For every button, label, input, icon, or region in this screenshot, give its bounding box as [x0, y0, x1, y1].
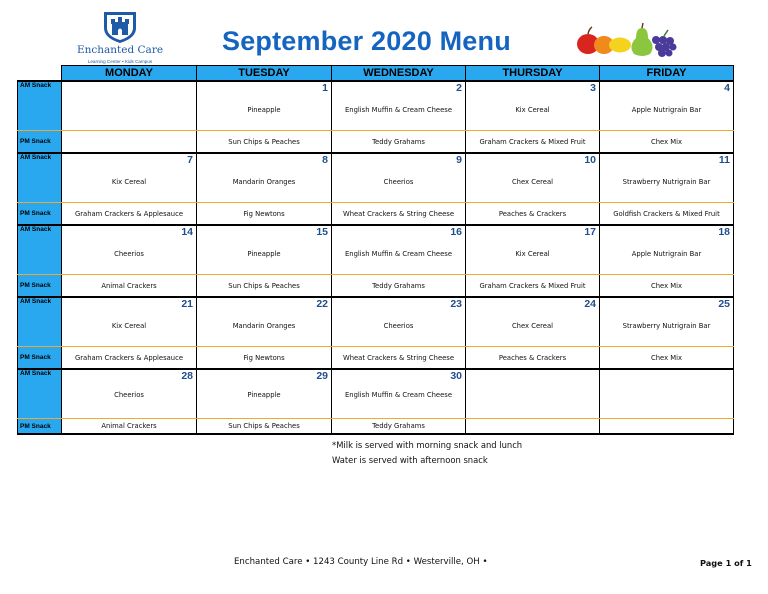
day-cell	[62, 225, 197, 275]
pm-snack-label: PM Snack	[18, 347, 62, 370]
pm-snack-row	[18, 131, 734, 154]
pm-snack-item: Teddy Grahams	[332, 131, 466, 154]
fruit-row-icon	[576, 20, 686, 60]
am-snack-item: English Muffin & Cream Cheese	[344, 391, 453, 399]
menu-calendar	[17, 65, 734, 435]
am-snack-item: Chex Cereal	[511, 322, 554, 330]
day-number: 24	[584, 298, 596, 310]
pm-snack-item: Sun Chips & Peaches	[197, 131, 332, 154]
day-cell	[466, 153, 600, 203]
am-snack-item: English Muffin & Cream Cheese	[344, 250, 453, 258]
pm-snack-item: Wheat Crackers & String Cheese	[332, 347, 466, 370]
day-cell	[600, 225, 734, 275]
am-snack-item: Cheerios	[383, 178, 414, 186]
am-snack-item: Mandarin Oranges	[232, 178, 296, 186]
day-cell	[62, 297, 197, 347]
day-cell	[332, 153, 466, 203]
pm-snack-row	[18, 419, 734, 435]
am-snack-row	[18, 297, 734, 347]
am-snack-item: Cheerios	[114, 250, 144, 258]
pm-snack-item: Chex Mix	[600, 347, 734, 370]
pm-snack-item: Graham Crackers & Applesauce	[62, 203, 197, 226]
day-cell	[197, 369, 332, 419]
pm-snack-item: Animal Crackers	[62, 419, 197, 435]
pm-snack-item: Sun Chips & Peaches	[197, 419, 332, 435]
day-cell	[62, 369, 197, 419]
castle-shield-icon	[100, 10, 140, 44]
day-number: 4	[724, 82, 730, 94]
pm-snack-item: Animal Crackers	[62, 275, 197, 298]
day-cell	[197, 225, 332, 275]
page-number: Page 1 of 1	[700, 558, 752, 568]
am-snack-label: AM Snack	[18, 225, 62, 275]
pm-snack-item: Goldfish Crackers & Mixed Fruit	[600, 203, 734, 226]
pm-snack-item: Peaches & Crackers	[466, 347, 600, 370]
am-snack-row	[18, 81, 734, 131]
day-number: 2	[456, 82, 462, 94]
am-snack-item: Kix Cereal	[111, 322, 147, 330]
header-monday: MONDAY	[62, 66, 197, 82]
day-number: 14	[181, 226, 193, 238]
pm-snack-item: Sun Chips & Peaches	[197, 275, 332, 298]
day-cell	[466, 225, 600, 275]
day-cell	[332, 297, 466, 347]
brand-tagline: Learning Center • Kids Campus	[87, 59, 153, 64]
am-snack-item: English Muffin & Cream Cheese	[344, 106, 453, 114]
day-number: 25	[718, 298, 730, 310]
day-number: 17	[584, 226, 596, 238]
day-number: 28	[181, 370, 193, 382]
day-cell	[197, 153, 332, 203]
day-cell	[600, 153, 734, 203]
day-number: 16	[450, 226, 462, 238]
day-number: 3	[590, 82, 596, 94]
am-snack-item: Kix Cereal	[515, 106, 550, 114]
pm-snack-item: Chex Mix	[600, 131, 734, 154]
header-wednesday: WEDNESDAY	[332, 66, 466, 82]
note-water: Water is served with afternoon snack	[332, 455, 488, 465]
am-snack-item: Chex Cereal	[511, 178, 554, 186]
pm-snack-label: PM Snack	[18, 203, 62, 226]
am-snack-item: Kix Cereal	[515, 250, 550, 258]
day-number: 9	[456, 154, 462, 166]
pm-snack-item: Graham Crackers & Mixed Fruit	[466, 131, 600, 154]
day-number: 18	[718, 226, 730, 238]
am-snack-item: Cheerios	[114, 391, 144, 399]
header-thursday: THURSDAY	[466, 66, 600, 82]
pm-snack-item: Wheat Crackers & String Cheese	[332, 203, 466, 226]
pm-snack-item	[62, 131, 197, 154]
am-snack-item: Pineapple	[247, 106, 281, 114]
am-snack-row	[18, 153, 734, 203]
day-number: 29	[316, 370, 328, 382]
day-number: 8	[322, 154, 328, 166]
day-cell	[62, 153, 197, 203]
weekday-header-row	[18, 66, 734, 82]
day-number: 1	[322, 82, 328, 94]
pm-snack-row	[18, 275, 734, 298]
brand-name: Enchanted Care	[76, 44, 164, 56]
pm-snack-item: Graham Crackers & Mixed Fruit	[466, 275, 600, 298]
page-title: September 2020 Menu	[222, 26, 511, 56]
day-cell	[197, 297, 332, 347]
day-number: 15	[316, 226, 328, 238]
day-cell	[466, 81, 600, 131]
pm-snack-label: PM Snack	[18, 275, 62, 298]
am-snack-item: Apple Nutrigrain Bar	[631, 250, 702, 258]
pm-snack-item	[466, 419, 600, 435]
footer-address: Enchanted Care • 1243 County Line Rd • Westerville, OH •	[234, 557, 488, 567]
am-snack-label: AM Snack	[18, 153, 62, 203]
pm-snack-row	[18, 203, 734, 226]
am-snack-item: Apple Nutrigrain Bar	[631, 106, 702, 114]
weeks-body	[18, 81, 734, 434]
day-cell	[332, 81, 466, 131]
am-snack-item: Cheerios	[383, 322, 414, 330]
am-snack-item: Pineapple	[247, 391, 281, 399]
am-snack-item: Pineapple	[247, 250, 281, 258]
am-snack-item: Strawberry Nutrigrain Bar	[622, 322, 711, 330]
day-cell	[332, 225, 466, 275]
day-cell	[600, 81, 734, 131]
day-cell	[466, 297, 600, 347]
header-friday: FRIDAY	[600, 66, 734, 82]
day-number: 21	[181, 298, 193, 310]
header-spacer	[18, 66, 62, 82]
day-number: 23	[450, 298, 462, 310]
pm-snack-item: Fig Newtons	[197, 347, 332, 370]
pm-snack-item: Fig Newtons	[197, 203, 332, 226]
pm-snack-label: PM Snack	[18, 419, 62, 435]
day-number: 30	[450, 370, 462, 382]
am-snack-item: Mandarin Oranges	[232, 322, 296, 330]
am-snack-label: AM Snack	[18, 369, 62, 419]
day-number: 7	[187, 154, 193, 166]
day-number: 22	[316, 298, 328, 310]
day-number: 11	[718, 154, 730, 166]
day-number: 10	[584, 154, 596, 166]
day-cell	[600, 369, 734, 419]
pm-snack-item: Teddy Grahams	[332, 275, 466, 298]
day-cell	[62, 81, 197, 131]
am-snack-row	[18, 225, 734, 275]
pm-snack-item: Chex Mix	[600, 275, 734, 298]
pm-snack-row	[18, 347, 734, 370]
notes	[332, 438, 522, 468]
am-snack-item: Kix Cereal	[111, 178, 147, 186]
pm-snack-item: Teddy Grahams	[332, 419, 466, 435]
pm-snack-item	[600, 419, 734, 435]
note-milk: *Milk is served with morning snack and lunch	[332, 440, 523, 450]
day-cell	[466, 369, 600, 419]
day-cell	[332, 369, 466, 419]
am-snack-item: Strawberry Nutrigrain Bar	[622, 178, 711, 186]
am-snack-label: AM Snack	[18, 297, 62, 347]
am-snack-row	[18, 369, 734, 419]
day-cell	[600, 297, 734, 347]
logo	[70, 10, 170, 66]
am-snack-label: AM Snack	[18, 81, 62, 131]
pm-snack-item: Peaches & Crackers	[466, 203, 600, 226]
day-cell	[197, 81, 332, 131]
header-tuesday: TUESDAY	[197, 66, 332, 82]
pm-snack-item: Graham Crackers & Applesauce	[62, 347, 197, 370]
pm-snack-label: PM Snack	[18, 131, 62, 154]
